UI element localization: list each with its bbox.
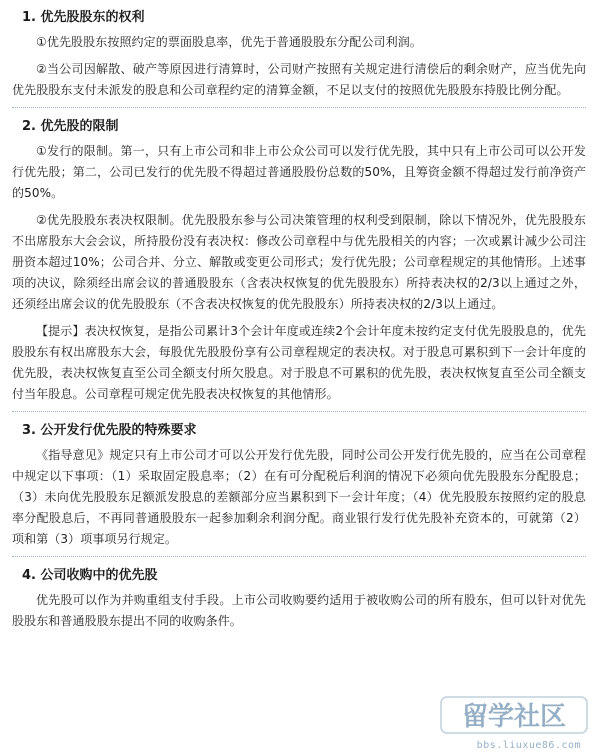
section-public-offering [12,420,586,557]
section-acquisition [12,565,586,638]
svg-text:留学社区: 留学社区 [461,702,567,732]
section-rights [12,7,586,108]
paragraph: 《指导意见》规定只有上市公司才可以公开发行优先股，同时公司公开发行优先股的，应当在公司章程中规定以下事项：（1）采取固定股息率；（2）在有可分配税后利润的情况下必须向优先股股东分配股息；（3）未向优先股股东足额派发股息的差额部分应当累积到下一会计年度；（4）优先股股东按照约定的股息率分配股息后，不再同普通股股东一起参加剩余利润分配。商业银行发行优先股补充资本的，可就第（2）项和第（3）项事项另行规定。 [12,448,586,546]
section-heading: 1. 优先股股东的权利 [22,10,145,25]
watermark-logo-icon [439,693,589,737]
paragraph: ①优先股股东按照约定的票面股息率，优先于普通股股东分配公司利润。 [36,35,422,49]
paragraph: ②优先股股东表决权限制。优先股股东参与公司决策管理的权利受到限制，除以下情况外，优先股股东不出席股东大会会议，所持股份没有表决权：修改公司章程中与优先股相关的内容；一次或累计减少公司注册资本超过10%；公司合并、分立、解散或变更公司形式；发行优先股；公司章程规定的其他情形。上述事项的决议，除须经出席会议的普通股股东（含表决权恢复的优先股股东）所持表决权的2/3以上通过之外，还须经出席会议的优先股股东（不含表决权恢复的优先股股东）所持表决权的2/3以上通过。 [12,213,586,311]
section-heading: 3. 公开发行优先股的特殊要求 [22,423,197,438]
paragraph: 优先股可以作为并购重组支付手段。上市公司收购要约适用于被收购公司的所有股东，但可以针对优先股股东和普通股股东提出不同的收购条件。 [12,593,586,628]
tip-paragraph: 【提示】表决权恢复，是指公司累计3个会计年度或连续2个会计年度未按约定支付优先股股息的，优先股股东有权出席股东大会，每股优先股股份享有公司章程规定的表决权。对于股息可累积到下一会计年度的优先股，表决权恢复直至公司全额支付所欠股息。对于股息不可累积的优先股，表决权恢复直至公司全额支付当年股息。公司章程可规定优先股表决权恢复的其他情形。 [12,324,586,401]
section-heading: 4. 公司收购中的优先股 [22,568,158,583]
section-heading: 2. 优先股的限制 [22,119,119,134]
paragraph: ①发行的限制。第一，只有上市公司和非上市公众公司可以发行优先股，其中只有上市公司可以公开发行优先股；第二，公司已发行的优先股不得超过普通股股份总数的50%，且筹资金额不得超过发行前净资产的50%。 [12,144,586,200]
site-watermark [439,693,589,751]
watermark-url: bbs.liuxue86.com [476,740,581,751]
section-restrictions [12,116,586,412]
paragraph: ②当公司因解散、破产等原因进行清算时，公司财产按照有关规定进行清偿后的剩余财产，应当优先向优先股股东支付未派发的股息和公司章程约定的清算金额，不足以支付的按照优先股股东持股比例分配。 [12,62,586,97]
